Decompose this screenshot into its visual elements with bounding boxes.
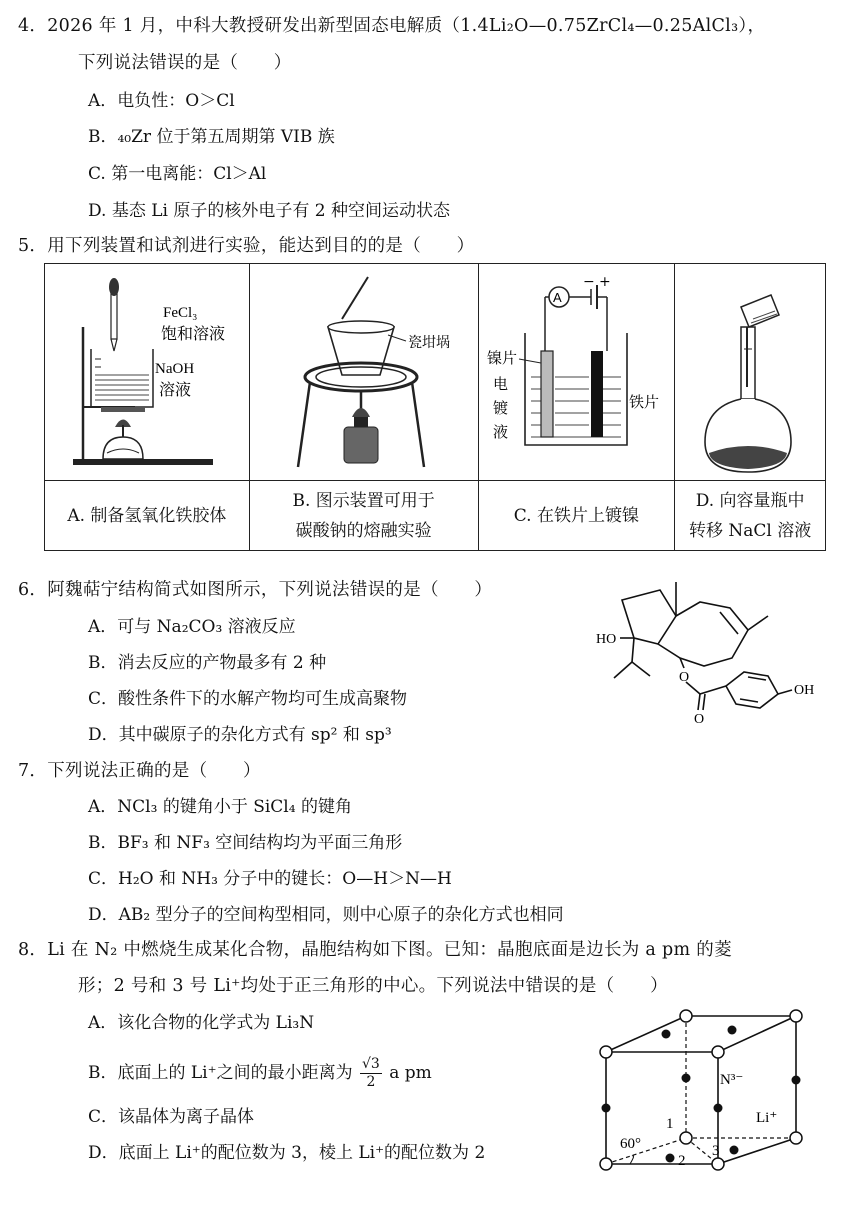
fig-b-cell (249, 264, 478, 481)
q5-stem: 5．用下列装置和试剂进行实验，能达到目的的是（ ） (18, 236, 475, 256)
q6-option-c: C．酸性条件下的水解产物均可生成高聚物 (88, 689, 408, 709)
q6-structure-formula (592, 578, 842, 728)
fig-d-cell (675, 264, 826, 481)
fig-a-label-solution: 溶液 (159, 380, 192, 399)
caption-b (249, 481, 478, 551)
q4-option-d: D. 基态 Li 原子的核外电子有 2 种空间运动状态 (88, 201, 450, 221)
q8-option-d: D．底面上 Li⁺的配位数为 3，棱上 Li⁺的配位数为 2 (88, 1143, 486, 1163)
q8-option-a: A．该化合物的化学式为 Li₃N (88, 1013, 315, 1033)
q7-option-c: C．H₂O 和 NH₃ 分子中的键长：O—H＞N—H (88, 869, 452, 889)
fig-c-label-ye: 液 (492, 423, 508, 441)
fig-a-cell (45, 264, 250, 481)
caption-d-line1: D. 向容量瓶中 (695, 490, 805, 511)
fig-d-drawing (675, 267, 821, 477)
q7-option-a: A．NCl₃ 的键角小于 SiCl₄ 的键角 (88, 797, 352, 817)
caption-a-text: A. 制备氢氧化铁胶体 (67, 505, 227, 526)
fig-c-plus: + (598, 274, 611, 290)
cell-label-li: Li⁺ (756, 1110, 778, 1126)
fig-c-label-du: 镀 (492, 399, 508, 417)
fig-a-drawing (45, 267, 245, 477)
q6-option-a: A．可与 Na₂CO₃ 溶液反应 (88, 617, 296, 637)
fig-a-label-naoh: NaOH (155, 361, 195, 377)
fig-c-label-nickel: 镍片 (486, 349, 517, 367)
struct-oh: OH (794, 683, 815, 698)
fig-c-minus: − (582, 274, 595, 290)
q8-stem-line1: 8．Li 在 N₂ 中燃烧生成某化合物，晶胞结构如下图。已知：晶胞底面是边长为 a pm 的菱 (18, 940, 732, 960)
cell-label-angle: 60° (620, 1136, 641, 1152)
struct-carbonyl-o: O (694, 712, 705, 727)
q4-stem-line2: 下列说法错误的是（ ） (78, 53, 292, 73)
caption-a (45, 481, 250, 551)
q8-option-c: C．该晶体为离子晶体 (88, 1107, 255, 1127)
struct-ho: HO (596, 632, 617, 647)
q6-option-d: D．其中碳原子的杂化方式有 sp² 和 sp³ (88, 725, 392, 745)
q4-option-c: C. 第一电离能：Cl＞Al (88, 164, 267, 184)
cell-label-1: 1 (666, 1116, 674, 1132)
fig-a-label-fecl3: FeCl₃ (163, 305, 198, 321)
q8-unit-cell (592, 1008, 812, 1178)
fig-c-label-iron: 铁片 (628, 393, 659, 411)
q4-option-a: A．电负性：O＞Cl (88, 91, 235, 111)
q6-option-b: B．消去反应的产物最多有 2 种 (88, 653, 327, 673)
fig-b-drawing (250, 267, 474, 477)
q8-fraction-num: √3 (362, 1056, 380, 1072)
q8-option-b-post: a pm (389, 1063, 432, 1083)
q6-stem: 6．阿魏萜宁结构简式如图所示，下列说法错误的是（ ） (18, 580, 493, 600)
fig-b-label-crucible: 瓷坩埚 (407, 335, 450, 351)
fig-c-drawing (479, 267, 671, 477)
fig-a-label-saturated: 饱和溶液 (161, 324, 226, 343)
caption-b-line2: 碳酸钠的熔融实验 (295, 520, 432, 541)
q5-apparatus-table (44, 263, 826, 551)
q8-option-b-pre: B．底面上的 Li⁺之间的最小距离为 (88, 1063, 353, 1083)
caption-c (478, 481, 675, 551)
q4-stem-line1: 4．2026 年 1 月，中科大教授研发出新型固态电解质（1.4Li₂O—0.75ZrCl₄—0.25AlCl₃）， (18, 16, 766, 36)
caption-d-line2: 转移 NaCl 溶液 (688, 520, 812, 541)
q7-stem: 7．下列说法正确的是（ ） (18, 761, 261, 781)
cell-label-2: 2 (678, 1153, 686, 1169)
q8-stem-line2: 形；2 号和 3 号 Li⁺均处于正三角形的中心。下列说法中错误的是（ ） (78, 976, 668, 996)
caption-d (675, 481, 826, 551)
fig-c-label-dian: 电 (492, 375, 508, 393)
fig-c-ammeter-label: A (552, 290, 562, 305)
cell-label-n3: N³⁻ (720, 1072, 744, 1088)
caption-c-text: C. 在铁片上镀镍 (513, 505, 639, 526)
q7-option-b: B．BF₃ 和 NF₃ 空间结构均为平面三角形 (88, 833, 403, 853)
fig-c-cell (478, 264, 675, 481)
q8-fraction (360, 1056, 382, 1091)
caption-b-line1: B. 图示装置可用于 (292, 490, 435, 511)
struct-ester-o: O (679, 670, 690, 685)
q7-option-d: D．AB₂ 型分子的空间构型相同，则中心原子的杂化方式也相同 (88, 905, 564, 925)
q8-fraction-den: 2 (366, 1074, 376, 1090)
cell-label-3: 3 (712, 1143, 720, 1159)
q8-option-b (88, 1056, 432, 1091)
q4-option-b: B．₄₀Zr 位于第五周期第 VIB 族 (88, 127, 335, 147)
